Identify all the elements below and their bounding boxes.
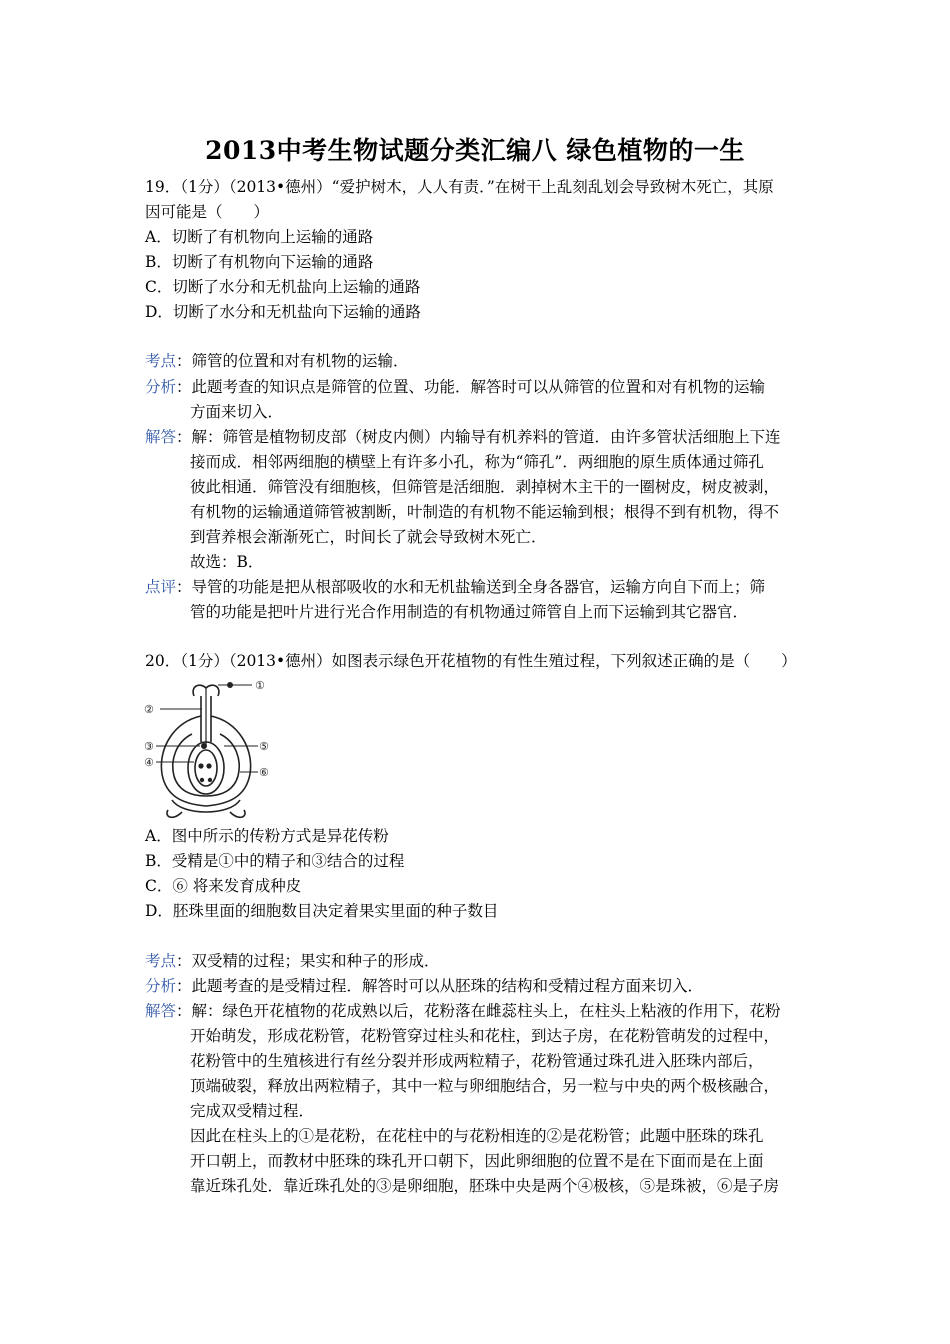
q19-kaodian [145,350,409,372]
q19-jieda-text-3: 彼此相通．筛管没有细胞核，但筛管是活细胞．剥掉树木主干的一圈树皮，树皮被剥， [190,478,780,496]
egg-cell [201,743,207,749]
q19-option-b: B．切断了有机物向下运输的通路 [145,253,374,271]
jieda-label: 解答 [145,1002,177,1020]
q19-jieda [145,426,781,448]
q20-option-a: A．图中所示的传粉方式是异花传粉 [145,827,389,845]
q20-jieda-text-3: 花粉管中的生殖核进行有丝分裂并形成两粒精子，花粉管通过珠孔进入胚珠内部后， [190,1052,764,1070]
label-1: ① [255,679,265,692]
jieda-label: 解答 [145,428,177,446]
q20-stem-line-1: 20．（1分）（2013•德州）如图表示绿色开花植物的有性生殖过程，下列叙述正确的是（ ） [145,652,797,670]
kaodian-label: 考点 [145,952,177,970]
q19-dianping-text-1: ：导管的功能是把从根部吸收的水和无机盐输送到全身各器官，运输方向自下而上；筛 [176,578,766,596]
q20-kaodian-text: ：双受精的过程；果实和种子的形成． [176,952,440,970]
page-title: 2013中考生物试题分类汇编八 绿色植物的一生 [205,136,745,165]
q20-jieda-text-2: 开始萌发，形成花粉管，花粉管穿过柱头和花柱，到达子房，在花粉管萌发的过程中， [190,1027,780,1045]
fenxi-label: 分析 [145,977,177,995]
q19-jieda-answer: 故选：B． [190,553,264,571]
q20-kaodian [145,950,440,972]
label-2: ② [144,703,154,716]
q20-jieda-text-5: 完成双受精过程． [190,1102,315,1120]
dianping-label: 点评 [145,578,177,596]
label-4: ④ [144,756,154,769]
q19-dianping [145,576,765,598]
q19-fenxi-text-1: ：此题考查的知识点是筛管的位置、功能．解答时可以从筛管的位置和对有机物的运输 [176,378,766,396]
q19-jieda-text-1: ：解：筛管是植物韧皮部（树皮内侧）内输导有机养料的管道．由许多管状活细胞上下连 [176,428,781,446]
label-3: ③ [144,740,154,753]
q20-jieda-text-4: 顶端破裂，释放出两粒精子，其中一粒与卵细胞结合，另一粒与中央的两个极核融合， [190,1077,780,1095]
q20-fenxi [145,975,703,997]
q19-option-c: C．切断了水分和无机盐向上运输的通路 [145,278,421,296]
kaodian-label: 考点 [145,352,177,370]
q19-option-d: D．切断了水分和无机盐向下运输的通路 [145,303,421,321]
q19-jieda-text-2: 接而成．相邻两细胞的横壁上有许多小孔，称为“筛孔”．两细胞的原生质体通过筛孔 [190,453,764,471]
q20-fenxi-text-1: ：此题考查的是受精过程．解答时可以从胚珠的结构和受精过程方面来切入． [176,977,704,995]
q19-stem-line-2: 因可能是（ ） [145,203,270,221]
q19-stem-line-1: 19．（1分）（2013•德州）“爱护树木，人人有责．”在树干上乱刻乱划会导致树木死亡，其原 [145,178,774,196]
q19-jieda-text-5: 到营养根会渐渐死亡，时间长了就会导致树木死亡． [190,528,547,546]
q20-jieda-text-7: 开口朝上，而教材中胚珠的珠孔开口朝下，因此卵细胞的位置不是在下面而是在上面 [190,1152,764,1170]
label-5: ⑤ [259,740,269,753]
pistil-fertilization-figure [142,676,276,822]
q20-jieda-text-8: 靠近珠孔处．靠近珠孔处的③是卵细胞，胚珠中央是两个④极核，⑤是珠被，⑥是子房 [190,1177,780,1195]
q19-kaodian-text: ：筛管的位置和对有机物的运输． [176,352,409,370]
q20-option-d: D．胚珠里面的细胞数目决定着果实里面的种子数目 [145,902,499,920]
q20-jieda-text-1: ：解：绿色开花植物的花成熟以后，花粉落在雌蕊柱头上，在柱头上粘液的作用下，花粉 [176,1002,781,1020]
fenxi-label: 分析 [145,378,177,396]
q19-option-a: A．切断了有机物向上运输的通路 [145,228,374,246]
q20-jieda [145,1000,781,1022]
q19-dianping-text-2: 管的功能是把叶片进行光合作用制造的有机物通过筛管自上而下运输到其它器官． [190,603,749,621]
q19-fenxi [145,376,765,398]
q19-fenxi-text-2: 方面来切入． [190,403,284,421]
q20-jieda-text-6: 因此在柱头上的①是花粉，在花柱中的与花粉相连的②是花粉管；此题中胚珠的珠孔 [190,1127,764,1145]
q20-option-b: B．受精是①中的精子和③结合的过程 [145,852,405,870]
q20-option-c: C．⑥ 将来发育成种皮 [145,877,302,895]
q19-jieda-text-4: 有机物的运输通道筛管被割断，叶制造的有机物不能运输到根；根得不到有机物，得不 [190,503,780,521]
label-6: ⑥ [259,766,269,779]
